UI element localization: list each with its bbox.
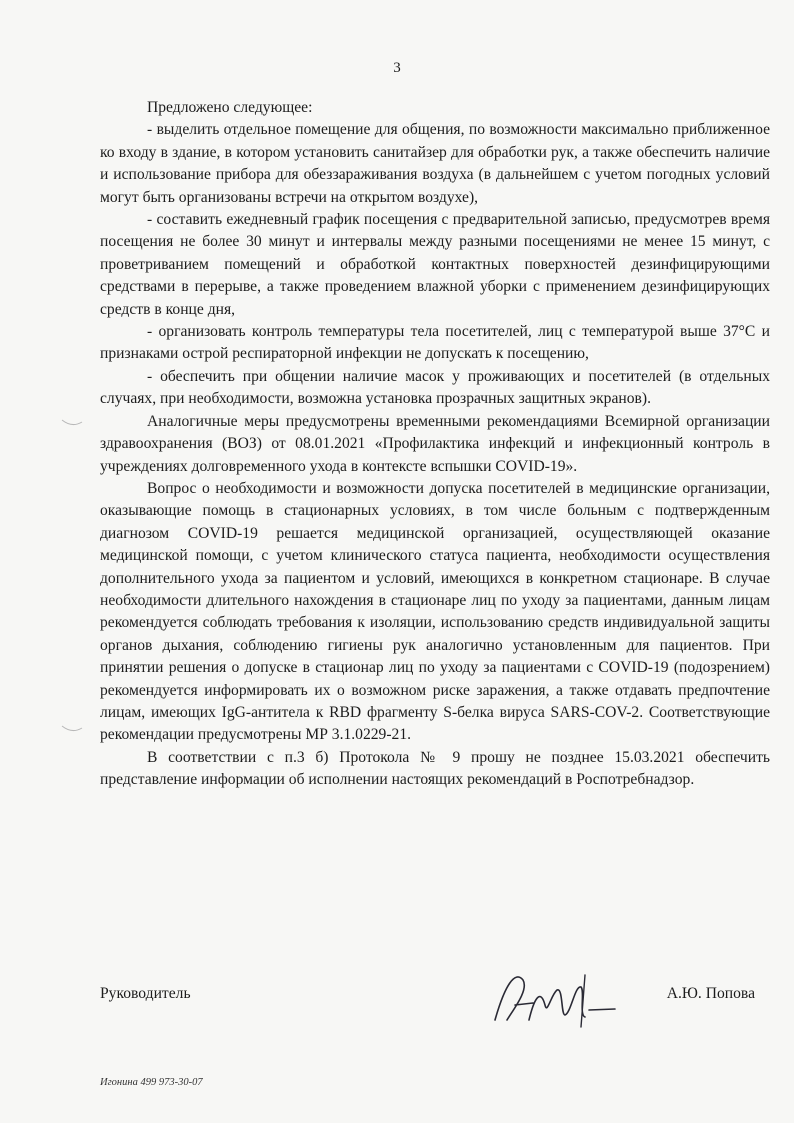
paragraph-who-measures: Аналогичные меры предусмотрены временными рекомендациями Всемирной организации здравоохранения (ВОЗ) от 08.01.2021 «Профилактика инфекций и инфекционный контроль в учреждениях долговременного ухода в контексте вспышки COVID-19».	[100, 412, 770, 475]
paragraph-bullet-room: - выделить отдельное помещение для общения, по возможности максимально приближенное ко входу в здание, в котором установить санитайзер для обработки рук, а также обеспечить наличие и использование прибора для обеззараживания воздуха (в дальнейшем с учетом погодных условий могут быть организованы встречи на открытом воздухе),	[100, 121, 770, 206]
handwritten-signature-icon	[485, 965, 635, 1035]
scan-margin-mark-icon	[60, 416, 84, 430]
page-number: 3	[393, 60, 401, 76]
paragraph-bullet-schedule: - составить ежедневный график посещения с предварительной записью, предусмотрев время посещения не более 30 минут и интервалы между разными посещениями не менее 15 минут, с проветриванием помещений и обработкой контактных поверхностей дезинфицирующими средствами в перерыве, а также проведением влажной уборки с применением дезинфицирующих средств в конце дня,	[100, 211, 770, 318]
signature-block	[100, 975, 770, 1035]
letter-body	[100, 97, 770, 792]
footer-contact: Игонина 499 973-30-07	[100, 1077, 203, 1088]
paragraph-bullet-masks: - обеспечить при общении наличие масок у проживающих и посетителей (в отдельных случаях, при необходимости, возможна установка прозрачных защитных экранов).	[100, 367, 770, 408]
signatory-role: Руководитель	[100, 985, 191, 1002]
signatory-name: А.Ю. Попова	[666, 985, 755, 1002]
paragraph-hospital-visitors: Вопрос о необходимости и возможности допуска посетителей в медицинские организации, оказывающие помощь в стационарных условиях, в том числе больным с подтвержденным диагнозом COVID-19 решается медицинской организацией, осуществляющей оказание медицинской помощи, с учетом клинического статуса пациента, необходимости осуществления дополнительного ухода за пациентом и условий, имеющихся в конкретном стационаре. В случае необходимости длительного нахождения в стационаре лиц по уходу за пациентами, данным лицам рекомендуется соблюдать требования к изоляции, использованию средств индивидуальной защиты органов дыхания, соблюдению гигиены рук аналогично установленным для пациентов. При принятии решения о допуске в стационар лиц по уходу за пациентами с COVID-19 (подозрением) рекомендуется информировать их о возможном риске заражения, а также отдавать предпочтение лицам, имеющих IgG-антитела к RBD фрагменту S-белка вируса SARS-COV-2. Соответствующие рекомендации предусмотрены МР 3.1.0229-21.	[100, 479, 770, 744]
paragraph-intro: Предложено следующее:	[147, 99, 313, 116]
paragraph-bullet-temperature: - организовать контроль температуры тела посетителей, лиц с температурой выше 37°С и признаками острой респираторной инфекции не допускать к посещению,	[100, 323, 770, 363]
scan-margin-mark-icon	[60, 722, 84, 736]
paragraph-request: В соответствии с п.3 б) Протокола № 9 прошу не позднее 15.03.2021 обеспечить представление информации об исполнении настоящих рекомендаций в Роспотребнадзор.	[100, 748, 770, 789]
